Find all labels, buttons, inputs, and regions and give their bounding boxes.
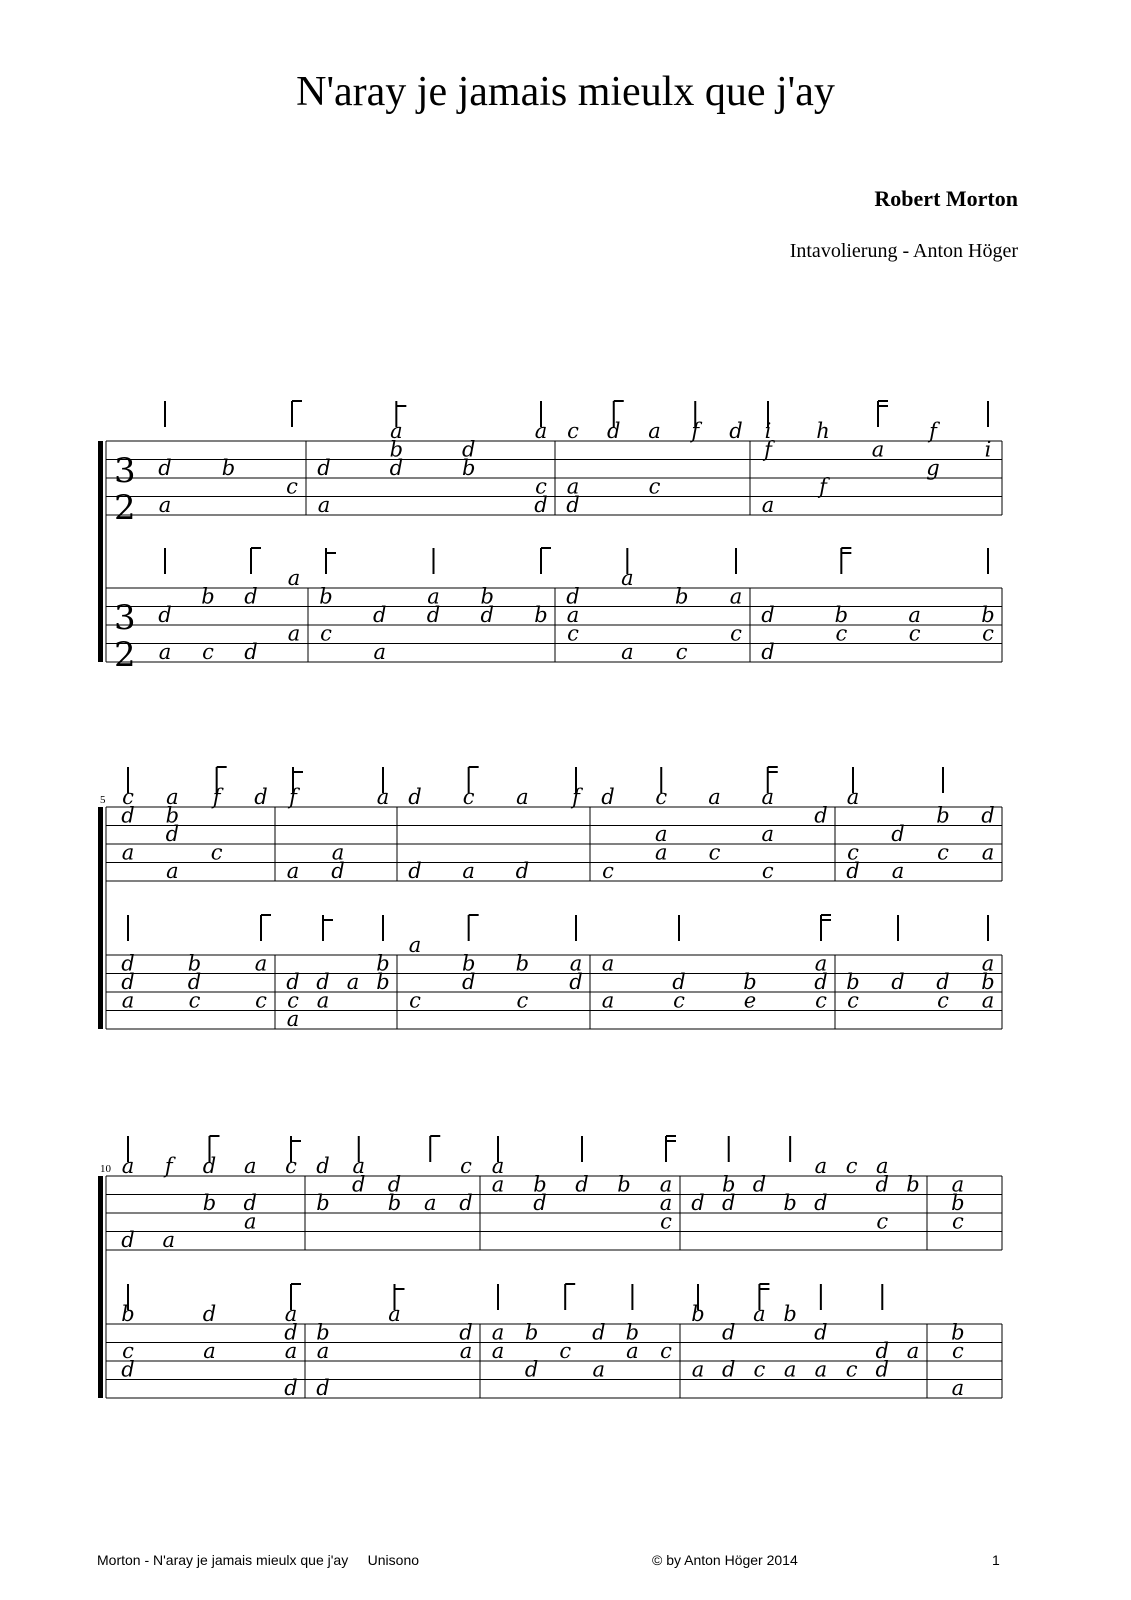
tab-letter: a bbox=[908, 603, 921, 627]
tab-letter: a bbox=[121, 988, 135, 1013]
tab-letter: a bbox=[427, 584, 440, 609]
tab-letter: c bbox=[462, 785, 475, 809]
tab-letter: d bbox=[875, 1172, 890, 1197]
tab-letter: a bbox=[951, 1376, 965, 1400]
tab-letter: b bbox=[480, 584, 494, 609]
tab-letter: b bbox=[951, 1191, 965, 1215]
tab-letter: a bbox=[166, 859, 179, 883]
tab-letter: c bbox=[761, 859, 774, 883]
page-title: N'aray je jamais mieulx que j'ay bbox=[296, 69, 835, 115]
tab-letter: c bbox=[255, 988, 267, 1013]
tab-letter: d bbox=[534, 493, 548, 517]
tab-letter: d bbox=[408, 859, 422, 883]
tab-letter: f bbox=[212, 785, 221, 809]
tab-letter: a bbox=[516, 785, 529, 809]
tab-letter: a bbox=[891, 859, 905, 883]
tab-letter: d bbox=[752, 1172, 767, 1197]
tab-letter: a bbox=[981, 988, 995, 1013]
tab-letter: a bbox=[243, 1154, 257, 1178]
tab-letter: d bbox=[459, 1320, 473, 1345]
tab-letter: a bbox=[286, 859, 300, 883]
tab-letter: a bbox=[654, 822, 668, 846]
measure-number: 10 bbox=[100, 1163, 111, 1175]
time-signature-bottom: 2 bbox=[114, 488, 136, 528]
tab-letter: d bbox=[761, 603, 775, 627]
tab-letter: f bbox=[929, 419, 937, 443]
tab-letter: c bbox=[847, 840, 859, 865]
tab-letter: a bbox=[981, 951, 995, 976]
tab-letter: a bbox=[390, 419, 403, 443]
tab-letter: b bbox=[121, 1302, 135, 1326]
tab-letter: c bbox=[908, 621, 921, 646]
tab-letter: d bbox=[533, 1191, 547, 1215]
tab-letter: b bbox=[721, 1172, 736, 1197]
tab-letter: c bbox=[675, 640, 688, 664]
tab-letter: b bbox=[533, 1172, 547, 1197]
tab-letter: d bbox=[981, 803, 995, 828]
tab-letter: d bbox=[566, 493, 580, 517]
tab-letter: d bbox=[352, 1172, 366, 1197]
tab-letter: c bbox=[952, 1209, 964, 1234]
tab-letter: a bbox=[287, 621, 301, 646]
tab-letter: a bbox=[121, 1154, 135, 1178]
tab-letter: d bbox=[158, 603, 172, 627]
time-signature-top: 3 bbox=[114, 598, 136, 638]
tab-letter: c bbox=[815, 988, 827, 1013]
footer-page-number: 1 bbox=[992, 1552, 1000, 1568]
tab-letter: c bbox=[876, 1209, 889, 1234]
tab-letter: c bbox=[516, 988, 529, 1013]
tab-letter: a bbox=[566, 474, 580, 499]
tab-letter: a bbox=[373, 640, 387, 664]
tab-letter: i bbox=[764, 419, 772, 443]
tab-letter: c bbox=[730, 621, 742, 646]
tab-letter: c bbox=[835, 621, 848, 646]
tab-letter: b bbox=[165, 803, 180, 828]
tab-letter: a bbox=[317, 493, 331, 517]
tab-letter: b bbox=[625, 1320, 640, 1345]
tab-letter: a bbox=[162, 1228, 176, 1252]
tab-letter: b bbox=[316, 1191, 330, 1215]
tab-letter: d bbox=[480, 603, 494, 627]
tab-letter: a bbox=[626, 1339, 639, 1363]
tab-letter: a bbox=[981, 840, 995, 865]
tab-letter: d bbox=[721, 1191, 736, 1215]
tab-letter: a bbox=[708, 785, 721, 809]
tab-letter: a bbox=[158, 640, 172, 664]
tab-letter: d bbox=[121, 1357, 135, 1382]
tab-letter: d bbox=[202, 1302, 217, 1326]
tab-letter: c bbox=[648, 474, 661, 499]
tab-letter: f bbox=[164, 1154, 173, 1178]
tab-letter: h bbox=[816, 419, 830, 443]
system-bracket bbox=[98, 441, 103, 662]
tab-letter: c bbox=[845, 1154, 858, 1178]
tab-letter: d bbox=[243, 1191, 257, 1215]
tab-letter: d bbox=[373, 603, 387, 627]
tab-letter: d bbox=[461, 437, 476, 462]
tab-letter: d bbox=[408, 785, 422, 809]
tab-letter: a bbox=[166, 785, 179, 809]
tab-letter: b bbox=[617, 1172, 631, 1197]
tab-letter: d bbox=[524, 1357, 539, 1382]
tab-letter: a bbox=[286, 1007, 300, 1031]
tab-letter: d bbox=[158, 456, 172, 480]
tab-letter: g bbox=[926, 456, 940, 480]
tab-letter: d bbox=[187, 970, 202, 994]
tab-letter: b bbox=[981, 970, 995, 994]
arranger-credit: Intavolierung - Anton Höger bbox=[789, 240, 1018, 262]
tab-letter: c bbox=[982, 621, 994, 646]
tab-letter: c bbox=[847, 988, 859, 1013]
tab-letter: a bbox=[352, 1154, 366, 1178]
tab-letter: a bbox=[158, 493, 172, 517]
tab-letter: a bbox=[601, 988, 615, 1013]
tab-letter: d bbox=[284, 1320, 298, 1345]
tab-letter: b bbox=[376, 970, 390, 994]
tab-letter: d bbox=[607, 419, 621, 443]
tab-letter: d bbox=[891, 822, 905, 846]
tab-letter: d bbox=[566, 584, 580, 609]
tab-letter: d bbox=[244, 584, 258, 609]
tab-letter: c bbox=[753, 1357, 766, 1382]
tab-letter: f bbox=[819, 474, 827, 499]
tab-letter: b bbox=[691, 1302, 705, 1326]
tab-letter: a bbox=[491, 1154, 505, 1178]
time-signature-bottom: 2 bbox=[114, 635, 136, 675]
tab-letter: d bbox=[121, 970, 135, 994]
tab-letter: e bbox=[743, 988, 757, 1013]
tab-letter: c bbox=[937, 840, 949, 865]
tab-letter: a bbox=[761, 785, 775, 809]
tab-letter: a bbox=[243, 1209, 257, 1234]
tab-letter: d bbox=[875, 1357, 890, 1382]
tab-letter: d bbox=[691, 1191, 705, 1215]
tab-letter: d bbox=[389, 456, 404, 480]
tab-letter: b bbox=[515, 951, 530, 976]
tab-letter: a bbox=[284, 1339, 298, 1363]
tab-letter: a bbox=[761, 493, 775, 517]
tab-letter: a bbox=[783, 1357, 797, 1382]
tab-letter: c bbox=[567, 419, 579, 443]
measure-number: 5 bbox=[100, 794, 106, 806]
tab-letter: f bbox=[572, 785, 580, 809]
tab-letter: d bbox=[592, 1320, 606, 1345]
footer-left-text: Morton - N'aray je jamais mieulx que j'ay Unisono bbox=[97, 1552, 420, 1568]
tab-letter: d bbox=[814, 1320, 828, 1345]
tab-letter: a bbox=[284, 1302, 298, 1326]
tab-letter: d bbox=[316, 970, 330, 994]
tab-letter: b bbox=[319, 584, 333, 609]
tab-letter: d bbox=[721, 1320, 736, 1345]
tab-letter: c bbox=[409, 988, 421, 1013]
tab-letter: a bbox=[491, 1172, 505, 1197]
tab-letter: b bbox=[316, 1320, 330, 1345]
tab-letter: a bbox=[691, 1357, 705, 1382]
tab-letter: a bbox=[659, 1172, 673, 1197]
tab-letter: d bbox=[569, 970, 583, 994]
tab-letter: a bbox=[566, 603, 580, 627]
tab-letter: a bbox=[761, 822, 775, 846]
tab-letter: d bbox=[317, 456, 331, 480]
tab-letter: d bbox=[672, 970, 686, 994]
tab-letter: c bbox=[320, 621, 332, 646]
tab-letter: c bbox=[660, 1339, 672, 1363]
tab-letter: b bbox=[187, 951, 202, 976]
tab-letter: c bbox=[202, 640, 214, 664]
tab-letter: c bbox=[210, 840, 223, 865]
tab-letter: b bbox=[461, 456, 476, 480]
tab-letter: d bbox=[936, 970, 950, 994]
tab-letter: a bbox=[534, 419, 548, 443]
tab-letter: d bbox=[244, 640, 258, 664]
tab-letter: a bbox=[203, 1339, 216, 1363]
tab-letter: d bbox=[575, 1172, 589, 1197]
tab-letter: b bbox=[389, 437, 404, 462]
tab-letter: d bbox=[121, 803, 135, 828]
tab-letter: a bbox=[376, 785, 390, 809]
tab-letter: c bbox=[460, 1154, 472, 1178]
tab-letter: a bbox=[729, 584, 743, 609]
tab-letter: c bbox=[952, 1339, 964, 1363]
tab-letter: b bbox=[202, 1191, 217, 1215]
tab-letter: d bbox=[601, 785, 615, 809]
tab-letter: c bbox=[937, 988, 949, 1013]
tab-letter: a bbox=[331, 840, 345, 865]
tab-letter: d bbox=[461, 970, 476, 994]
tab-letter: c bbox=[285, 1154, 297, 1178]
tab-letter: d bbox=[426, 603, 441, 627]
tab-letter: a bbox=[462, 859, 475, 883]
tab-letter: d bbox=[254, 785, 268, 809]
tab-letter: a bbox=[814, 951, 828, 976]
tab-letter: b bbox=[981, 603, 995, 627]
tab-letter: b bbox=[743, 970, 757, 994]
tab-letter: b bbox=[461, 951, 476, 976]
tab-letter: d bbox=[761, 640, 775, 664]
tab-letter: b bbox=[846, 970, 860, 994]
tab-letter: a bbox=[648, 419, 661, 443]
tab-letter: a bbox=[846, 785, 860, 809]
tab-letter: d bbox=[316, 1376, 330, 1400]
tab-letter: c bbox=[287, 988, 299, 1013]
tab-letter: d bbox=[165, 822, 180, 846]
tab-letter: c bbox=[708, 840, 721, 865]
tab-letter: d bbox=[316, 1154, 330, 1178]
tab-letter: d bbox=[121, 951, 135, 976]
tab-letter: a bbox=[491, 1339, 505, 1363]
tab-letter: d bbox=[202, 1154, 217, 1178]
tab-letter: d bbox=[846, 859, 860, 883]
tab-letter: a bbox=[316, 1339, 330, 1363]
tab-letter: b bbox=[834, 603, 849, 627]
tab-letter: a bbox=[408, 933, 422, 957]
tab-letter: b bbox=[221, 456, 236, 480]
tab-letter: a bbox=[491, 1320, 505, 1345]
tab-letter: c bbox=[122, 785, 134, 809]
tab-letter: a bbox=[592, 1357, 606, 1382]
tab-letter: d bbox=[721, 1357, 736, 1382]
tab-letter: c bbox=[122, 1339, 134, 1363]
tab-letter: c bbox=[673, 988, 685, 1013]
system-bracket bbox=[98, 1176, 103, 1398]
tab-letter: a bbox=[871, 437, 885, 462]
tab-letter: b bbox=[906, 1172, 920, 1197]
tab-letter: b bbox=[674, 584, 689, 609]
tab-letter: d bbox=[814, 803, 828, 828]
tab-letter: a bbox=[254, 951, 268, 976]
tab-letter: d bbox=[286, 970, 300, 994]
tab-letter: d bbox=[331, 859, 345, 883]
time-signature-top: 3 bbox=[114, 451, 136, 491]
tab-letter: a bbox=[659, 1191, 673, 1215]
tab-letter: a bbox=[121, 840, 135, 865]
tab-letter: b bbox=[524, 1320, 539, 1345]
tab-letter: a bbox=[346, 970, 360, 994]
tab-letter: d bbox=[515, 859, 530, 883]
tab-letter: b bbox=[534, 603, 548, 627]
tab-letter: a bbox=[814, 1154, 828, 1178]
tab-letter: a bbox=[753, 1302, 766, 1326]
tab-letter: d bbox=[121, 1228, 135, 1252]
tab-letter: d bbox=[387, 1172, 402, 1197]
tab-letter: c bbox=[188, 988, 201, 1013]
tab-letter: b bbox=[951, 1320, 965, 1345]
tab-letter: a bbox=[621, 566, 634, 590]
tab-letter: a bbox=[569, 951, 583, 976]
tab-letter: d bbox=[814, 970, 828, 994]
tab-letter: i bbox=[984, 437, 992, 462]
tab-letter: a bbox=[388, 1302, 401, 1326]
tab-letter: a bbox=[951, 1172, 965, 1197]
footer-copyright: © by Anton Höger 2014 bbox=[652, 1552, 798, 1568]
tab-letter: a bbox=[287, 566, 301, 590]
tab-letter: c bbox=[660, 1209, 672, 1234]
tab-letter: b bbox=[783, 1302, 797, 1326]
tab-letter: a bbox=[654, 840, 668, 865]
tab-letter: a bbox=[814, 1357, 828, 1382]
tab-letter: c bbox=[286, 474, 298, 499]
tab-letter: d bbox=[814, 1191, 828, 1215]
tab-letter: b bbox=[783, 1191, 797, 1215]
tab-letter: a bbox=[423, 1191, 437, 1215]
tab-letter: b bbox=[201, 584, 215, 609]
tab-letter: c bbox=[559, 1339, 572, 1363]
tab-letter: f bbox=[289, 785, 297, 809]
tab-letter: d bbox=[875, 1339, 890, 1363]
tab-letter: f bbox=[764, 437, 772, 462]
tab-letter: c bbox=[602, 859, 614, 883]
tab-letter: d bbox=[459, 1191, 473, 1215]
tab-letter: f bbox=[691, 419, 700, 443]
composer-name: Robert Morton bbox=[874, 186, 1018, 211]
tab-letter: b bbox=[936, 803, 950, 828]
tab-letter: c bbox=[655, 785, 668, 809]
tab-letter: a bbox=[876, 1154, 889, 1178]
tab-letter: c bbox=[845, 1357, 858, 1382]
tab-letter: d bbox=[891, 970, 905, 994]
tab-letter: a bbox=[601, 951, 615, 976]
tab-letter: a bbox=[459, 1339, 473, 1363]
tab-letter: c bbox=[535, 474, 547, 499]
tab-letter: d bbox=[284, 1376, 298, 1400]
tab-letter: b bbox=[376, 951, 390, 976]
tab-letter: d bbox=[729, 419, 743, 443]
tab-letter: a bbox=[621, 640, 634, 664]
tab-letter: a bbox=[316, 988, 330, 1013]
system-bracket bbox=[98, 807, 103, 1029]
tab-letter: a bbox=[906, 1339, 920, 1363]
tab-letter: c bbox=[567, 621, 579, 646]
tab-letter: b bbox=[387, 1191, 402, 1215]
